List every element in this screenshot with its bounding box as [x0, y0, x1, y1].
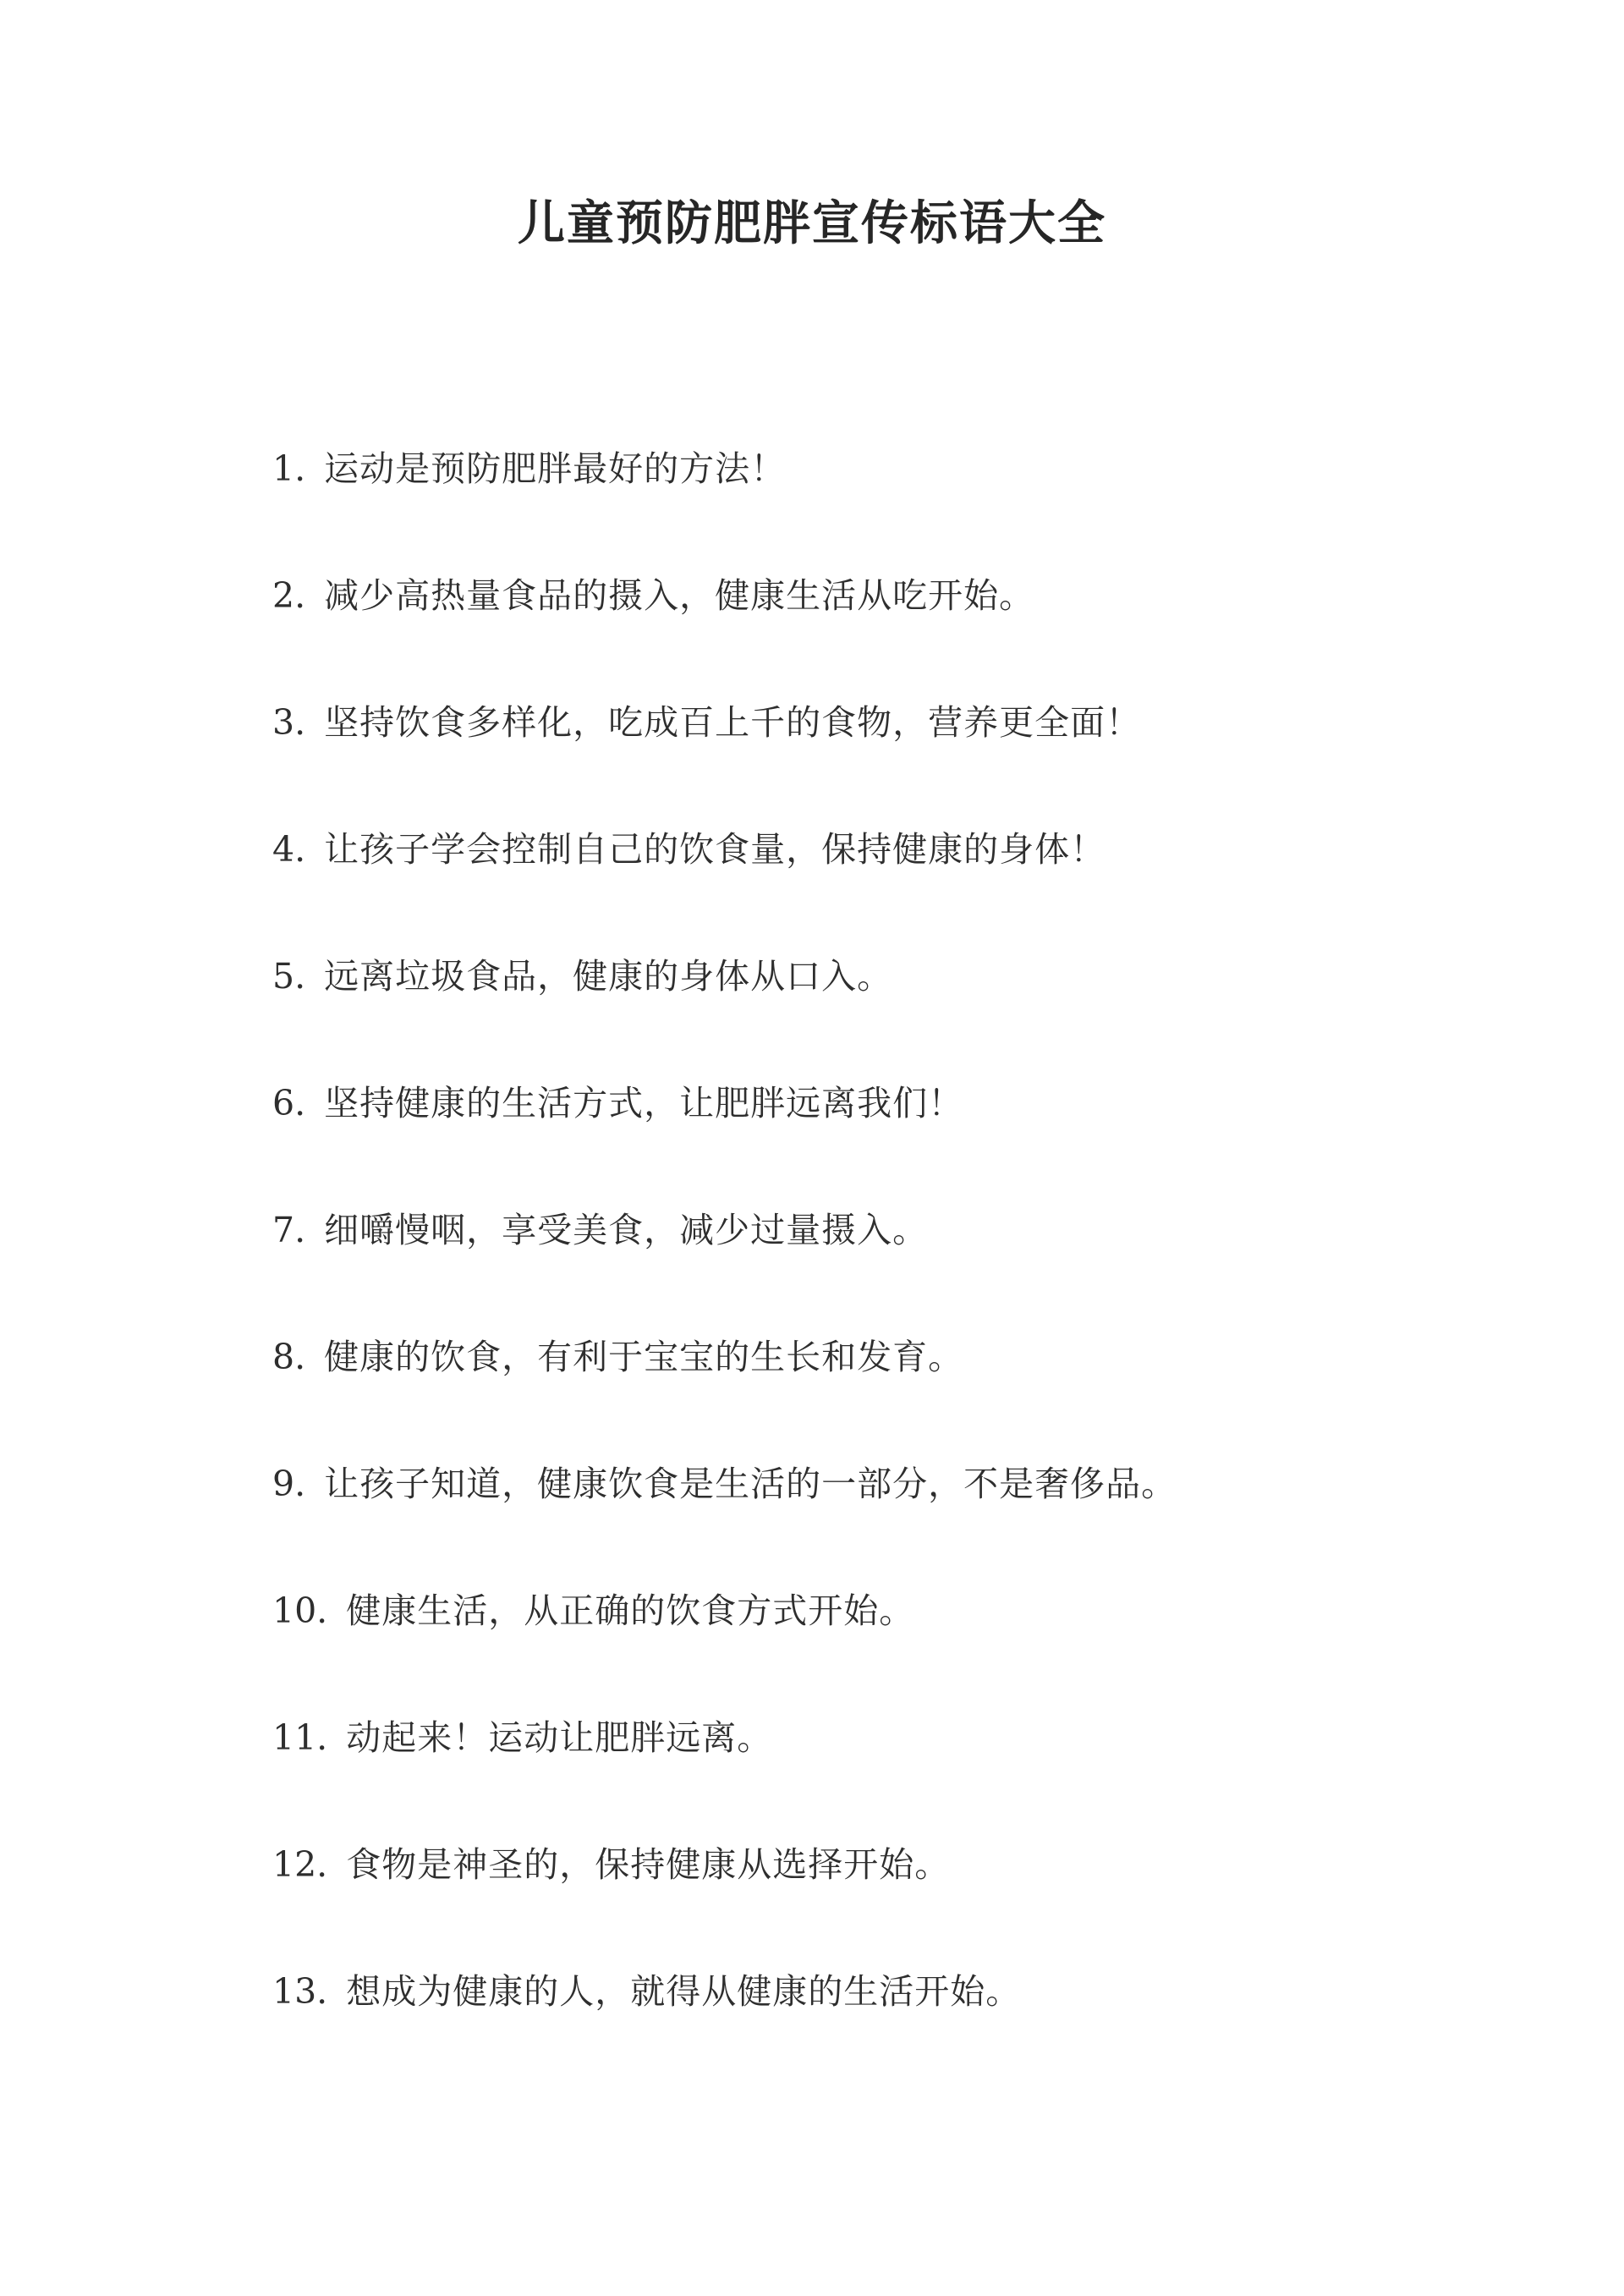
item-number: 9. — [272, 1464, 306, 1504]
list-item — [272, 1076, 1541, 1203]
item-number: 2. — [272, 575, 306, 616]
item-number: 8. — [272, 1337, 306, 1377]
list-item — [272, 822, 1541, 949]
list-item — [272, 1964, 1541, 2091]
item-text: 减少高热量食品的摄入，健康生活从吃开始。 — [324, 575, 1035, 616]
item-number: 5. — [272, 956, 306, 997]
item-number: 12. — [272, 1844, 328, 1885]
list-item — [272, 442, 1541, 569]
list-item — [272, 569, 1541, 695]
item-number: 7. — [272, 1210, 306, 1250]
item-text: 运动是预防肥胖最好的方法！ — [324, 448, 787, 489]
item-number: 10. — [272, 1590, 328, 1631]
list-item — [272, 695, 1541, 822]
slogan-list — [272, 442, 1541, 2091]
list-item — [272, 949, 1541, 1076]
list-item — [272, 1837, 1541, 1964]
item-text: 动起来！运动让肥胖远离。 — [346, 1717, 773, 1758]
item-number: 4. — [272, 829, 306, 870]
item-number: 3. — [272, 702, 306, 743]
item-text: 食物是神圣的，保持健康从选择开始。 — [346, 1844, 951, 1885]
item-text: 细嚼慢咽，享受美食，减少过量摄入。 — [324, 1210, 929, 1250]
list-item — [272, 1203, 1541, 1330]
item-text: 让孩子学会控制自己的饮食量，保持健康的身体！ — [324, 829, 1106, 870]
item-text: 让孩子知道，健康饮食是生活的一部分，不是奢侈品。 — [324, 1464, 1177, 1504]
item-text: 远离垃圾食品，健康的身体从口入。 — [324, 956, 893, 997]
item-number: 11. — [272, 1717, 328, 1758]
item-number: 6. — [272, 1083, 306, 1123]
item-text: 坚持饮食多样化，吃成百上千的食物，营养更全面！ — [324, 702, 1142, 743]
item-text: 健康的饮食，有利于宝宝的生长和发育。 — [324, 1337, 964, 1377]
list-item — [272, 1330, 1541, 1457]
list-item — [272, 1711, 1541, 1837]
item-text: 想成为健康的人，就得从健康的生活开始。 — [346, 1971, 1022, 2012]
item-text: 坚持健康的生活方式，让肥胖远离我们！ — [324, 1083, 964, 1123]
list-item — [272, 1457, 1541, 1584]
item-number: 1. — [272, 448, 306, 489]
item-text: 健康生活，从正确的饮食方式开始。 — [346, 1590, 915, 1631]
item-number: 13. — [272, 1971, 328, 2012]
list-item — [272, 1584, 1541, 1711]
document-title: 儿童预防肥胖宣传标语大全 — [518, 195, 1106, 251]
